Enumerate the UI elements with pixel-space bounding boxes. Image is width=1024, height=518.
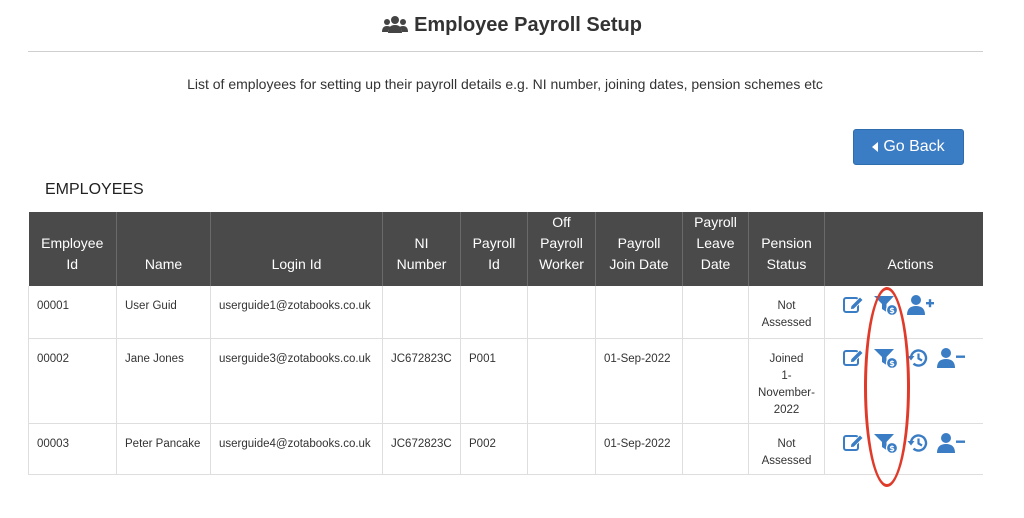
payroll-filter-icon[interactable] — [873, 294, 899, 316]
cell-login: userguide4@zotabooks.co.uk — [211, 423, 383, 474]
column-header-label: Pension — [761, 235, 812, 251]
row-actions — [843, 294, 983, 316]
header-divider — [28, 51, 983, 52]
cell-login: userguide1@zotabooks.co.uk — [211, 286, 383, 338]
pension-status-line: Joined — [769, 352, 804, 365]
svg-text:$: $ — [889, 358, 895, 368]
cell-id: 00001 — [29, 286, 117, 338]
remove-user-icon[interactable] — [937, 347, 965, 369]
column-header-label: Payroll — [694, 214, 737, 230]
pension-status-line: November- — [758, 386, 815, 399]
cell-pension — [749, 338, 825, 423]
cell-join: 01-Sep-2022 — [596, 423, 683, 474]
column-header-join — [596, 212, 683, 286]
cell-ni: JC672823C — [383, 338, 461, 423]
go-back-button[interactable] — [853, 129, 964, 165]
column-header-payroll-id — [461, 212, 528, 286]
cell-payroll-id — [461, 286, 528, 338]
column-header-label: Join Date — [609, 256, 669, 272]
remove-user-icon[interactable] — [937, 432, 965, 454]
cell-payroll-id: P001 — [461, 338, 528, 423]
column-header-label: Payroll — [617, 235, 661, 251]
users-icon — [382, 15, 408, 35]
column-header-label: Payroll — [540, 235, 583, 251]
cell-login: userguide3@zotabooks.co.uk — [211, 338, 383, 423]
column-header-label: Login Id — [271, 256, 322, 272]
payroll-filter-icon[interactable] — [873, 432, 899, 454]
column-header-label: Id — [66, 256, 79, 272]
column-header-label: Id — [488, 256, 500, 272]
column-header-ni — [383, 212, 461, 286]
cell-off-payroll — [528, 286, 596, 338]
cell-join — [596, 286, 683, 338]
table-row — [29, 338, 984, 423]
cell-pension — [749, 286, 825, 338]
svg-text:$: $ — [889, 443, 895, 453]
cell-off-payroll — [528, 338, 596, 423]
pension-status-line: Not — [777, 437, 796, 450]
page-subtitle: List of employees for setting up their payroll details e.g. NI number, joining dates, pension schemes etc — [187, 76, 823, 92]
cell-actions — [825, 423, 984, 474]
caret-left-icon — [872, 142, 878, 152]
cell-ni: JC672823C — [383, 423, 461, 474]
table-row — [29, 423, 984, 474]
column-header-label: Payroll — [472, 235, 516, 251]
cell-id: 00002 — [29, 338, 117, 423]
edit-icon[interactable] — [843, 432, 865, 452]
employees-table-container — [28, 212, 983, 475]
pension-status-line: Assessed — [761, 454, 812, 467]
page-title-text: Employee Payroll Setup — [414, 13, 642, 36]
column-header-id — [29, 212, 117, 286]
cell-name: User Guid — [117, 286, 211, 338]
cell-pension — [749, 423, 825, 474]
column-header-label: Date — [700, 256, 731, 272]
column-header-login — [211, 212, 383, 286]
column-header-label: NI — [414, 235, 429, 251]
payroll-filter-icon[interactable] — [873, 347, 899, 369]
edit-icon[interactable] — [843, 294, 865, 314]
cell-name: Peter Pancake — [117, 423, 211, 474]
cell-ni — [383, 286, 461, 338]
cell-leave — [683, 286, 749, 338]
cell-leave — [683, 338, 749, 423]
column-header-name — [117, 212, 211, 286]
cell-payroll-id: P002 — [461, 423, 528, 474]
cell-off-payroll — [528, 423, 596, 474]
column-header-pension — [749, 212, 825, 286]
pension-status-line: Assessed — [761, 317, 812, 329]
table-body — [29, 286, 984, 474]
cell-actions — [825, 286, 984, 338]
pension-status-line: 1- — [781, 369, 792, 382]
row-actions — [843, 347, 983, 369]
row-actions — [843, 432, 983, 454]
add-user-icon[interactable] — [907, 294, 935, 316]
column-header-label: Number — [396, 256, 447, 272]
history-icon[interactable] — [907, 347, 929, 369]
column-header-label: Name — [144, 256, 183, 272]
cell-name: Jane Jones — [117, 338, 211, 423]
table-header-row — [29, 212, 984, 286]
column-header-actions — [825, 212, 984, 286]
column-header-label: Leave — [696, 235, 735, 251]
go-back-label: Go Back — [883, 138, 945, 155]
cell-join: 01-Sep-2022 — [596, 338, 683, 423]
column-header-label: Status — [766, 256, 807, 272]
section-heading: EMPLOYEES — [45, 181, 144, 198]
pension-status-line: Not — [777, 300, 796, 312]
cell-leave — [683, 423, 749, 474]
edit-icon[interactable] — [843, 347, 865, 367]
column-header-label: Worker — [539, 256, 584, 272]
column-header-label: Actions — [887, 256, 934, 272]
cell-id: 00003 — [29, 423, 117, 474]
column-header-leave — [683, 212, 749, 286]
table-row — [29, 286, 984, 338]
column-header-label: Off — [552, 214, 571, 230]
page-title — [0, 10, 1024, 40]
column-header-off-payroll — [528, 212, 596, 286]
column-header-label: Employee — [41, 235, 104, 251]
pension-status-line: 2022 — [773, 403, 800, 416]
cell-actions — [825, 338, 984, 423]
employees-table — [28, 212, 983, 475]
svg-text:$: $ — [889, 306, 895, 315]
history-icon[interactable] — [907, 432, 929, 454]
